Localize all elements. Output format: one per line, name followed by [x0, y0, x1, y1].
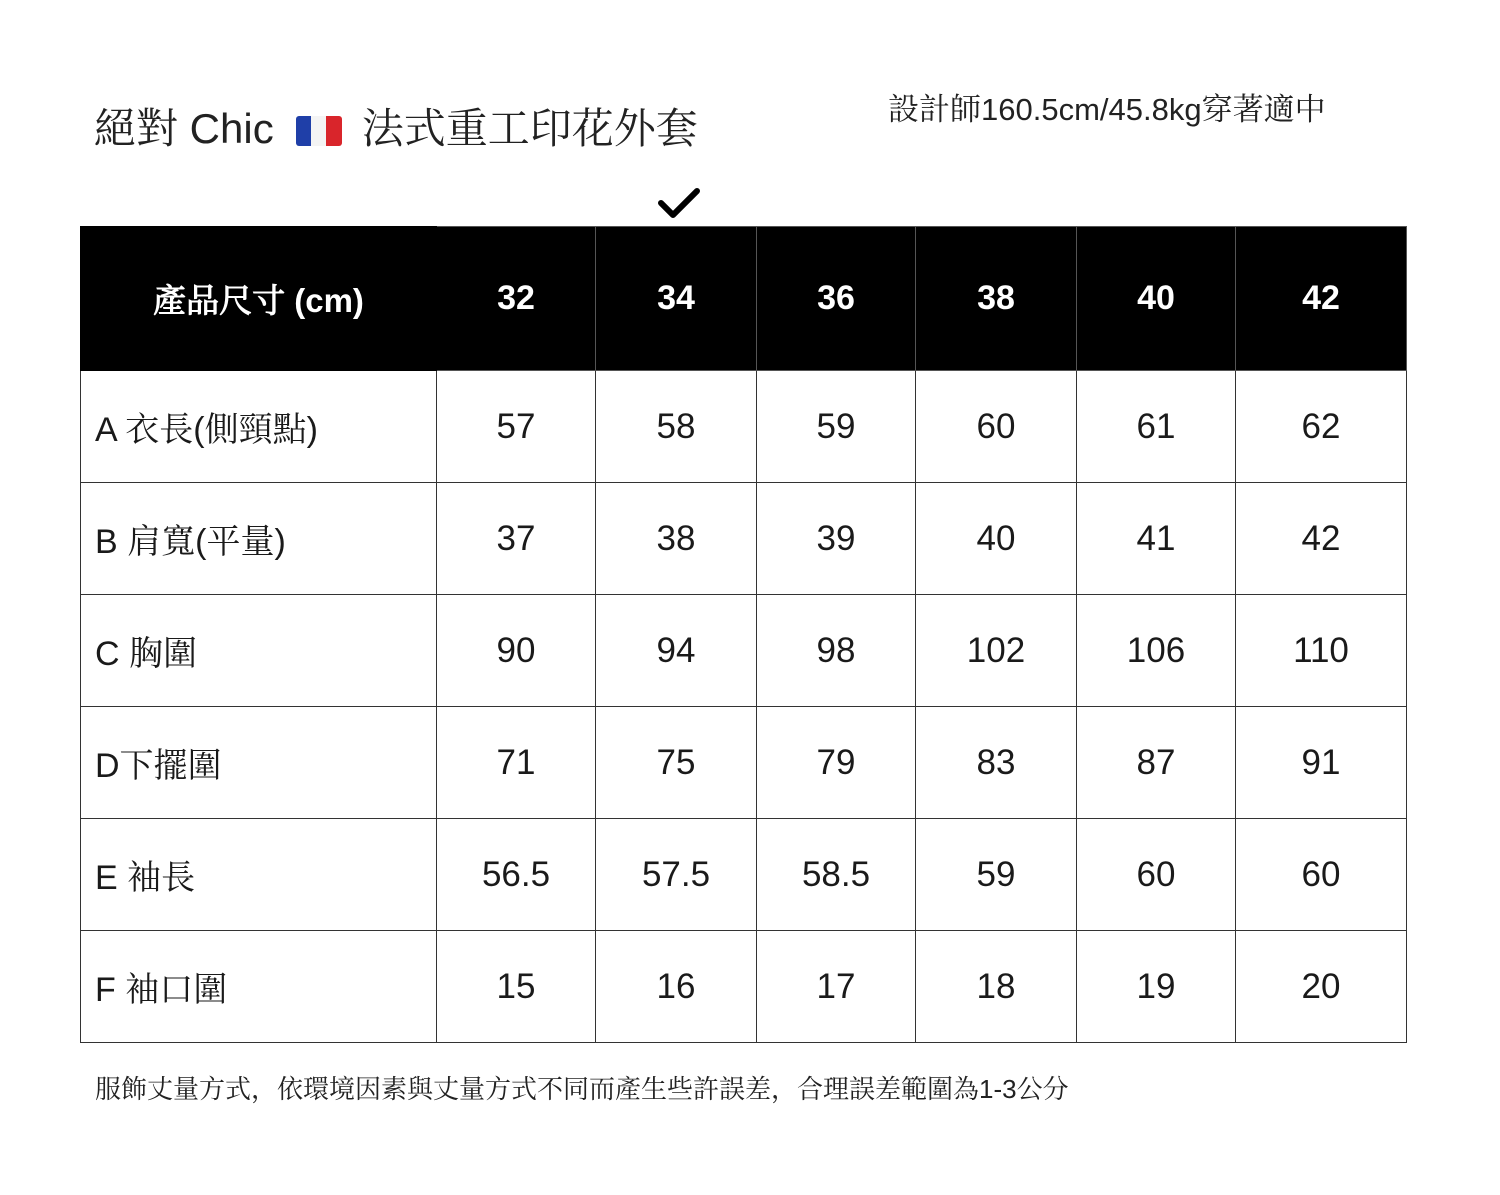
table-cell: 40 — [916, 483, 1077, 595]
table-cell: 38 — [596, 483, 757, 595]
measurement-disclaimer: 服飾丈量方式，依環境因素與丈量方式不同而產生些許誤差，合理誤差範圍為1-3公分 — [95, 1074, 1069, 1104]
header-size-32: 32 — [437, 227, 596, 371]
table-cell: 20 — [1236, 931, 1407, 1043]
title-suffix: 法式重工印花外套 — [361, 105, 698, 152]
table-cell: 56.5 — [437, 819, 596, 931]
header-size-34: 34 — [596, 227, 757, 371]
table-cell: 57 — [437, 371, 596, 483]
table-cell: 17 — [757, 931, 916, 1043]
header-size-42: 42 — [1236, 227, 1407, 371]
table-cell: 39 — [757, 483, 916, 595]
size-chart-table — [80, 226, 1407, 1043]
table-cell: 60 — [1077, 819, 1236, 931]
row-label: E 袖長 — [81, 819, 437, 931]
table-cell: 16 — [596, 931, 757, 1043]
table-cell: 106 — [1077, 595, 1236, 707]
table-cell: 102 — [916, 595, 1077, 707]
table-cell: 62 — [1236, 371, 1407, 483]
table-cell: 87 — [1077, 707, 1236, 819]
title-prefix: 絕對 Chic — [94, 105, 274, 152]
table-cell: 75 — [596, 707, 757, 819]
header-size-36: 36 — [757, 227, 916, 371]
table-cell: 94 — [596, 595, 757, 707]
table-cell: 59 — [757, 371, 916, 483]
table-cell: 19 — [1077, 931, 1236, 1043]
table-cell: 18 — [916, 931, 1077, 1043]
table-cell: 110 — [1236, 595, 1407, 707]
table-row — [81, 819, 1407, 931]
table-cell: 79 — [757, 707, 916, 819]
row-label: F 袖口圍 — [81, 931, 437, 1043]
table-cell: 57.5 — [596, 819, 757, 931]
table-cell: 59 — [916, 819, 1077, 931]
table-cell: 42 — [1236, 483, 1407, 595]
table-cell: 71 — [437, 707, 596, 819]
row-label: D下擺圍 — [81, 707, 437, 819]
table-row — [81, 483, 1407, 595]
flag-stripe-white — [311, 116, 326, 146]
designer-fit-note: 設計師160.5cm/45.8kg穿著適中 — [888, 92, 1326, 127]
product-title — [94, 104, 698, 154]
check-icon — [657, 186, 701, 222]
header-size-38: 38 — [916, 227, 1077, 371]
table-cell: 60 — [1236, 819, 1407, 931]
table-cell: 41 — [1077, 483, 1236, 595]
flag-stripe-blue — [296, 116, 311, 146]
row-label: C 胸圍 — [81, 595, 437, 707]
table-header-row — [81, 227, 1407, 371]
flag-stripe-red — [326, 116, 341, 146]
table-cell: 60 — [916, 371, 1077, 483]
table-row — [81, 931, 1407, 1043]
header-size-40: 40 — [1077, 227, 1236, 371]
table-cell: 83 — [916, 707, 1077, 819]
table-row — [81, 595, 1407, 707]
table-row — [81, 371, 1407, 483]
table-cell: 98 — [757, 595, 916, 707]
table-row — [81, 707, 1407, 819]
header-size-label: 產品尺寸 (cm) — [81, 227, 437, 371]
table-cell: 61 — [1077, 371, 1236, 483]
table-cell: 58.5 — [757, 819, 916, 931]
france-flag-icon — [296, 116, 342, 146]
table-cell: 37 — [437, 483, 596, 595]
table-cell: 15 — [437, 931, 596, 1043]
table-cell: 91 — [1236, 707, 1407, 819]
row-label: B 肩寬(平量) — [81, 483, 437, 595]
table-cell: 58 — [596, 371, 757, 483]
row-label: A 衣長(側頸點) — [81, 371, 437, 483]
table-cell: 90 — [437, 595, 596, 707]
